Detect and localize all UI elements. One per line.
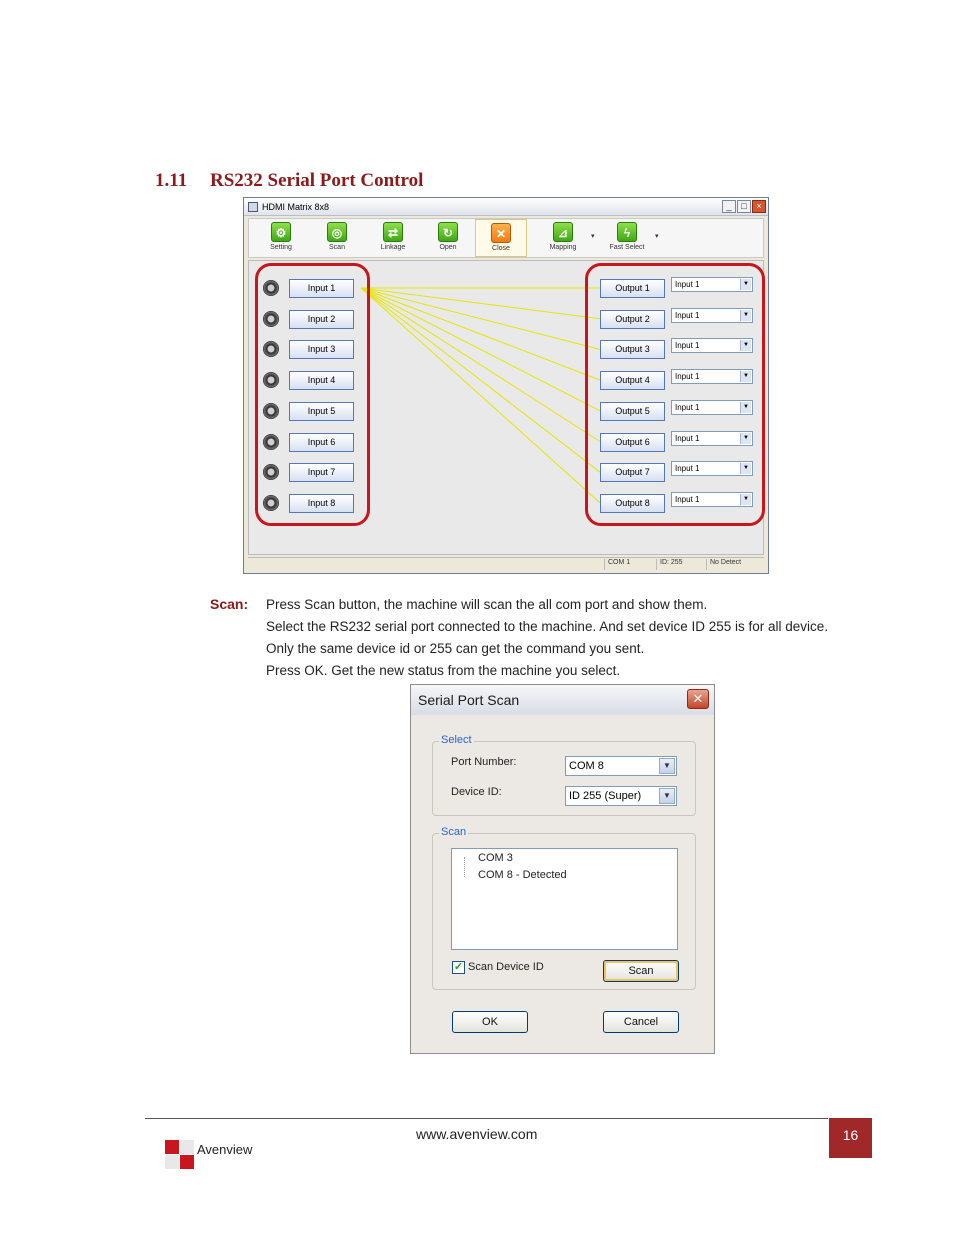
section-title: RS232 Serial Port Control [210, 170, 424, 191]
output-source-value: Input 1 [675, 310, 700, 320]
avenview-logo [165, 1140, 197, 1176]
scan-button[interactable]: Scan [603, 960, 679, 982]
mapping-dropdown-icon[interactable]: ▾ [591, 233, 595, 240]
close-window-icon[interactable]: × [752, 200, 766, 213]
linkage-icon: ⇄ [383, 222, 403, 242]
fast-select-dropdown-icon[interactable]: ▾ [655, 233, 659, 240]
chevron-down-icon[interactable]: ▼ [740, 433, 751, 444]
instruction-line-4: Press OK. Get the new status from the machine you select. [266, 663, 621, 678]
instruction-line-3: Only the same device id or 255 can get the command you sent. [266, 641, 645, 656]
input-jack-icon [263, 403, 279, 419]
chevron-down-icon[interactable]: ▼ [740, 279, 751, 290]
output-source-select-3[interactable] [671, 338, 753, 353]
app-icon [248, 202, 258, 212]
tree-connector [464, 857, 477, 877]
scan-results-list[interactable] [451, 848, 678, 950]
matrix-canvas [248, 260, 764, 555]
output-source-select-8[interactable] [671, 492, 753, 507]
chevron-down-icon[interactable]: ▼ [740, 494, 751, 505]
output-source-value: Input 1 [675, 402, 700, 412]
list-item[interactable]: COM 3 [478, 852, 513, 864]
scan-device-id-checkbox[interactable]: ✓ [453, 961, 464, 973]
inputs-highlight-ring [255, 263, 370, 526]
status-port: COM 1 [604, 559, 630, 570]
input-button-5[interactable]: Input 5 [289, 402, 354, 421]
input-jack-icon [263, 280, 279, 296]
list-item[interactable]: COM 8 - Detected [478, 869, 567, 881]
cancel-button[interactable]: Cancel [603, 1011, 679, 1033]
serial-port-scan-dialog [410, 684, 715, 1054]
chevron-down-icon[interactable]: ▼ [740, 402, 751, 413]
input-jack-icon [263, 495, 279, 511]
output-button-7[interactable]: Output 7 [600, 463, 665, 482]
minimize-icon[interactable]: _ [722, 200, 736, 213]
wrench-icon: ⚙ [271, 222, 291, 242]
section-heading [155, 170, 423, 192]
toolbar-scan-button[interactable]: ◎ Scan [313, 219, 361, 257]
instruction-line-1: Press Scan button, the machine will scan the all com port and show them. [266, 597, 708, 612]
chevron-down-icon[interactable]: ▼ [659, 758, 675, 774]
window-title: HDMI Matrix 8x8 [262, 202, 330, 212]
mapping-icon: ⊿ [553, 222, 573, 242]
device-id-label: Device ID: [451, 786, 502, 798]
input-jack-icon [263, 372, 279, 388]
chevron-down-icon[interactable]: ▼ [659, 788, 675, 804]
device-id-select[interactable]: ID 255 (Super) ▼ [565, 786, 677, 806]
hdmi-matrix-window [243, 197, 769, 574]
page-number: 16 [829, 1118, 872, 1158]
scan-legend: Scan [441, 826, 467, 838]
status-detect: No Detect [706, 559, 741, 570]
output-source-select-2[interactable] [671, 308, 753, 323]
route-line-7 [361, 288, 600, 472]
output-source-select-1[interactable] [671, 277, 753, 292]
input-button-4[interactable]: Input 4 [289, 371, 354, 390]
route-line-8 [361, 288, 600, 503]
logo-text: Avenview [197, 1142, 253, 1157]
input-button-3[interactable]: Input 3 [289, 340, 354, 359]
ok-button[interactable]: OK [452, 1011, 528, 1033]
select-group [432, 734, 696, 816]
input-button-1[interactable]: Input 1 [289, 279, 354, 298]
output-button-2[interactable]: Output 2 [600, 310, 665, 329]
window-titlebar [244, 198, 768, 216]
input-button-6[interactable]: Input 6 [289, 433, 354, 452]
output-source-select-6[interactable] [671, 431, 753, 446]
output-source-select-5[interactable] [671, 400, 753, 415]
toolbar-fast-select-button[interactable]: ϟ Fast Select [603, 219, 651, 257]
status-device-id: ID: 255 [656, 559, 683, 570]
toolbar-close-button[interactable]: ✕ Close [475, 219, 527, 257]
select-legend: Select [441, 734, 472, 746]
chevron-down-icon[interactable]: ▼ [740, 340, 751, 351]
input-button-8[interactable]: Input 8 [289, 494, 354, 513]
toolbar-open-button[interactable]: ↻ Open [424, 219, 472, 257]
footer-divider [145, 1118, 828, 1119]
output-button-5[interactable]: Output 5 [600, 402, 665, 421]
window-controls [722, 200, 766, 213]
output-source-value: Input 1 [675, 280, 700, 289]
input-jack-icon [263, 311, 279, 327]
close-icon[interactable]: ✕ [687, 689, 709, 709]
chevron-down-icon[interactable]: ▼ [740, 310, 751, 321]
output-source-value: Input 1 [675, 494, 700, 504]
output-source-select-7[interactable] [671, 461, 753, 476]
output-button-4[interactable]: Output 4 [600, 371, 665, 390]
close-icon: ✕ [491, 223, 511, 243]
chevron-down-icon[interactable]: ▼ [740, 463, 751, 474]
input-button-7[interactable]: Input 7 [289, 463, 354, 482]
route-line-6 [361, 288, 600, 442]
output-source-value: Input 1 [675, 341, 700, 351]
input-jack-icon [263, 434, 279, 450]
port-number-label: Port Number: [451, 756, 517, 768]
dialog-title: Serial Port Scan [411, 685, 714, 715]
status-bar [248, 557, 764, 571]
route-line-5 [361, 288, 600, 411]
output-button-3[interactable]: Output 3 [600, 340, 665, 359]
output-source-select-4[interactable] [671, 369, 753, 384]
route-line-4 [361, 288, 600, 380]
output-button-8[interactable]: Output 8 [600, 494, 665, 513]
output-source-value: Input 1 [675, 372, 700, 382]
output-source-value: Input 1 [675, 433, 700, 443]
toolbar-mapping-button[interactable]: ⊿ Mapping [539, 219, 587, 257]
toolbar [248, 218, 764, 258]
route-line-2 [361, 288, 600, 319]
output-button-1[interactable]: Output 1 [600, 279, 665, 298]
output-button-6[interactable]: Output 6 [600, 433, 665, 452]
scan-icon: ◎ [327, 222, 347, 242]
route-line-3 [361, 288, 600, 349]
toolbar-setting-button[interactable]: ⚙ Setting [257, 219, 305, 257]
scan-label: Scan: [210, 596, 249, 612]
chevron-down-icon[interactable]: ▼ [740, 371, 751, 382]
scan-device-id-label: Scan Device ID [468, 961, 544, 973]
input-button-2[interactable]: Input 2 [289, 310, 354, 329]
port-number-select[interactable]: COM 8 ▼ [565, 756, 677, 776]
maximize-icon[interactable]: □ [737, 200, 751, 213]
toolbar-linkage-button[interactable]: ⇄ Linkage [369, 219, 417, 257]
footer-url: www.avenview.com [416, 1126, 538, 1142]
open-icon: ↻ [438, 222, 458, 242]
lightning-icon: ϟ [617, 222, 637, 242]
section-number: 1.11 [155, 170, 188, 191]
instruction-line-2: Select the RS232 serial port connected to the machine. And set device ID 255 is for all device. [266, 619, 829, 634]
outputs-highlight-ring [585, 263, 765, 526]
output-source-value: Input 1 [675, 464, 700, 474]
